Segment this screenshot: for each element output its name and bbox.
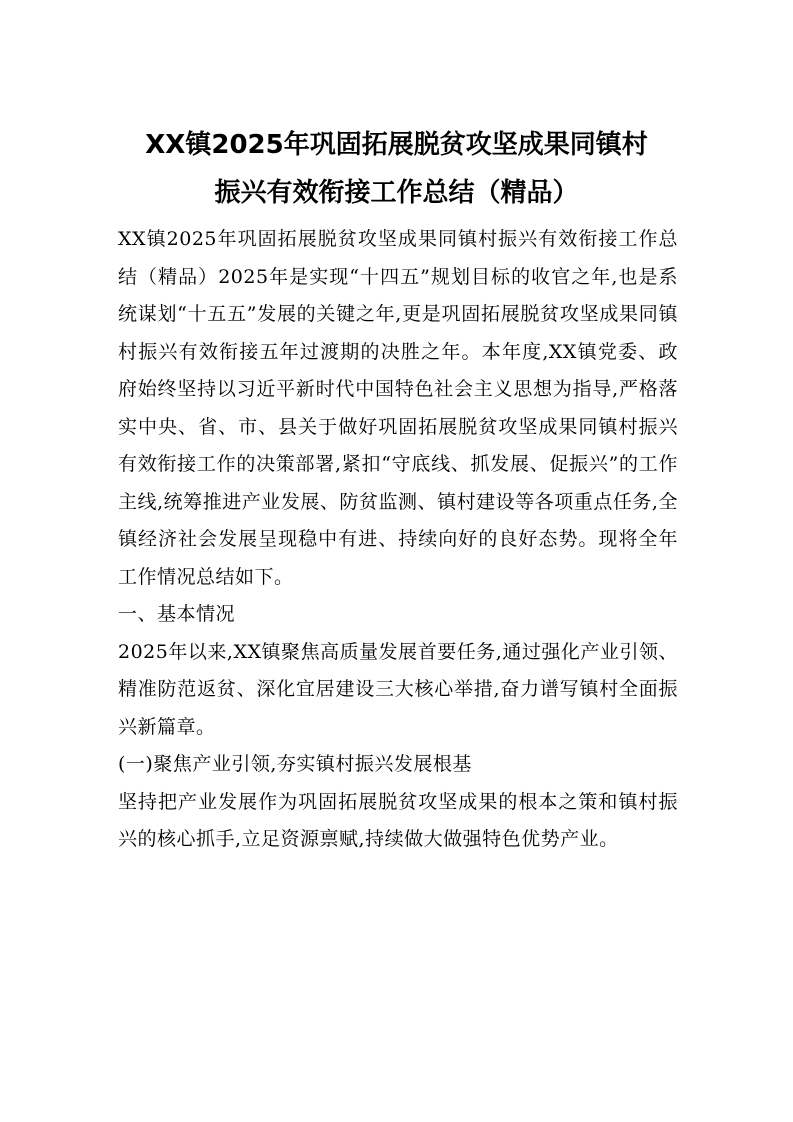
- industry-paragraph: 坚持把产业发展作为巩固拓展脱贫攻坚成果的根本之策和镇村振兴的核心抓手,立足资源禀赋,持续做大做强特色优势产业。: [118, 790, 678, 850]
- intro-paragraph: XX镇2025年巩固拓展脱贫攻坚成果同镇村振兴有效衔接工作总结（精品）2025年是实现“十四五”规划目标的收官之年,也是系统谋划“十五五”发展的关键之年,更是巩固拓展脱贫攻坚成果同镇村振兴有效衔接五年过渡期的决胜之年。本年度,XX镇党委、政府始终坚持以习近平新时代中国特色社会主义思想为指导,严格落实中央、省、市、县关于做好巩固拓展脱贫攻坚成果同镇村振兴有效衔接工作的决策部署,紧扣“守底线、抓发展、促振兴”的工作主线,统筹推进产业发展、防贫监测、镇村建设等各项重点任务,全镇经济社会发展呈现稳中有进、持续向好的良好态势。现将全年工作情况总结如下。: [118, 228, 678, 588]
- document-title-line-1: XX镇2025年巩固拓展脱贫攻坚成果同镇村: [145, 130, 648, 160]
- section-heading-basic-situation: 一、基本情况: [118, 603, 236, 625]
- basic-situation-paragraph: 2025年以来,XX镇聚焦高质量发展首要任务,通过强化产业引领、精准防范返贫、深化宜居建设三大核心举措,奋力谱写镇村全面振兴新篇章。: [118, 640, 678, 738]
- document-body: [118, 221, 678, 859]
- document-title-line-2: 振兴有效衔接工作总结（精品）: [214, 178, 579, 208]
- subsection-heading-industry: (一)聚焦产业引领,夯实镇村振兴发展根基: [118, 753, 472, 775]
